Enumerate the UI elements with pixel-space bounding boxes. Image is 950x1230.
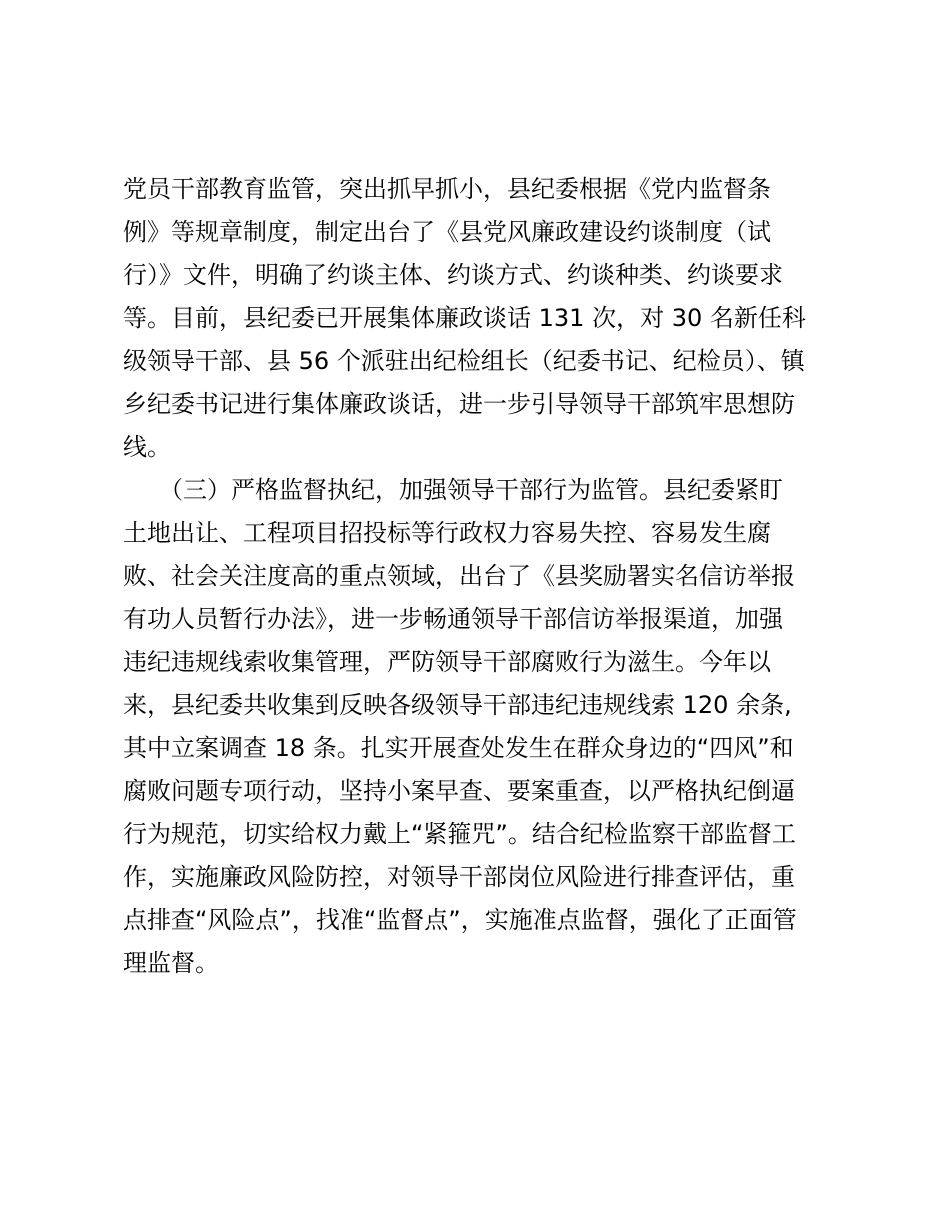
text-line: 行为规范，切实给权力戴上“紧箍咒”。结合纪检监察干部监督工 bbox=[123, 820, 796, 848]
text-line: 土地出让、工程项目招投标等行政权力容易失控、容易发生腐 bbox=[123, 519, 771, 547]
text-line: 违纪违规线索收集管理，严防领导干部腐败行为滋生。今年以 bbox=[123, 648, 771, 676]
text-line: 乡纪委书记进行集体廉政谈话，进一步引导领导干部筑牢思想防 bbox=[123, 390, 795, 418]
text-line: （三）严格监督执纪，加强领导干部行为监管。县纪委紧盯 bbox=[123, 476, 783, 504]
text-line: 行）》文件，明确了约谈主体、约谈方式、约谈种类、约谈要求 bbox=[123, 261, 783, 289]
text-line: 其中立案调查 18 条。扎实开展查处发生在群众身边的“四风”和 bbox=[123, 734, 794, 762]
text-line: 败、社会关注度高的重点领域，出台了《县奖励署实名信访举报 bbox=[123, 562, 795, 590]
text-line: 有功人员暂行办法》，进一步畅通领导干部信访举报渠道，加强 bbox=[123, 605, 783, 633]
text-line: 例》等规章制度，制定出台了《县党风廉政建设约谈制度（试 bbox=[123, 218, 771, 246]
text-line: 党员干部教育监管，突出抓早抓小，县纪委根据《党内监督条 bbox=[123, 175, 771, 203]
document-body bbox=[123, 168, 843, 985]
text-line: 腐败问题专项行动，坚持小案早查、要案重查，以严格执纪倒逼 bbox=[123, 777, 795, 805]
text-line: 线。 bbox=[123, 433, 171, 461]
text-line: 理监督。 bbox=[123, 949, 219, 977]
text-line: 级领导干部、县 56 个派驻出纪检组长（纪委书记、纪检员）、镇 bbox=[123, 347, 805, 375]
text-line: 点排查“风险点”，找准“监督点”，实施准点监督，强化了正面管 bbox=[123, 906, 797, 934]
text-line: 作，实施廉政风险防控，对领导干部岗位风险进行排查评估，重 bbox=[123, 863, 795, 891]
text-line: 等。目前，县纪委已开展集体廉政谈话 131 次，对 30 名新任科 bbox=[123, 304, 806, 332]
text-line: 来，县纪委共收集到反映各级领导干部违纪违规线索 120 余条, bbox=[123, 691, 792, 719]
